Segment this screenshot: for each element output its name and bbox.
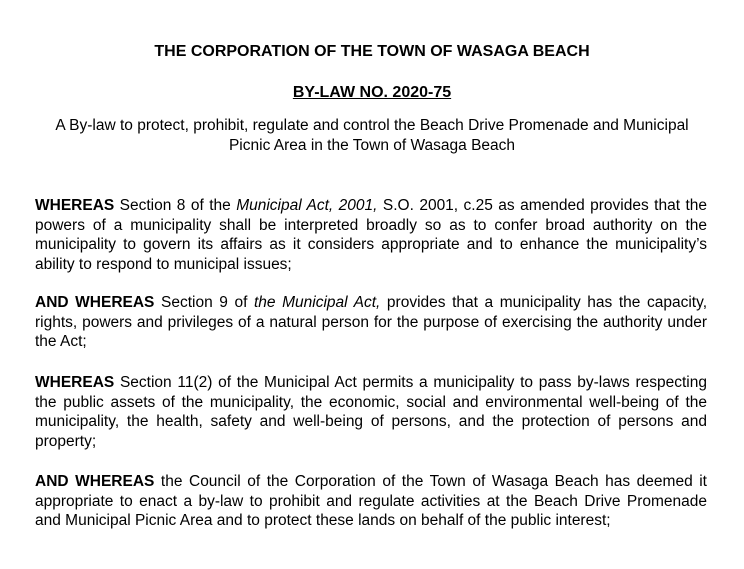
clause-text: Section 11(2) of the Municipal Act permits a municipality to pass by-laws respecting the public assets of the municipality, the economic, social and environmental well-being of the municipality, the health, safety and well-being of persons, and the protection of persons and property; [35, 374, 707, 450]
clause-text: Section 8 of the [114, 197, 237, 214]
recital-clause-1 [35, 196, 707, 274]
clause-text: provides that a municipality has the capacity, rights, powers and privileges of a natural person for the purpose of exercising the authority under the Act; [35, 294, 708, 351]
clause-keyword: WHEREAS [35, 374, 115, 391]
clause-act-name: the Municipal Act, [254, 294, 381, 311]
bylaw-purpose: A By-law to protect, prohibit, regulate and control the Beach Drive Promenade and Municipal Picnic Area in the Town of Wasaga Beach [55, 117, 689, 154]
recital-clause-2 [35, 293, 707, 352]
document-title: THE CORPORATION OF THE TOWN OF WASAGA BEACH [154, 43, 590, 60]
clause-keyword: AND WHEREAS [35, 473, 155, 490]
clause-text: the Council of the Corporation of the Town of Wasaga Beach has deemed it appropriate to enact a by-law to prohibit and regulate activities at the Beach Drive Promenade and Municipal Picnic Area and to protect these lands on behalf of the public interest; [35, 473, 707, 530]
clause-act-name: Municipal Act, 2001, [236, 197, 378, 214]
bylaw-number: BY-LAW NO. 2020-75 [292, 84, 452, 101]
bylaw-number-heading [0, 83, 744, 103]
clause-keyword: WHEREAS [35, 197, 115, 214]
clause-text: Section 9 of [154, 294, 254, 311]
clause-keyword: AND WHEREAS [35, 294, 155, 311]
clause-text: S.O. 2001, c.25 as amended provides that the powers of a municipality shall be interpreted broadly so as to confer broad authority on the municipality to govern its affairs as it considers appropriate and to enhance the municipality’s ability to respond to municipal issues; [35, 197, 707, 273]
recital-clause-4 [35, 472, 707, 531]
recital-clause-3 [35, 373, 707, 451]
